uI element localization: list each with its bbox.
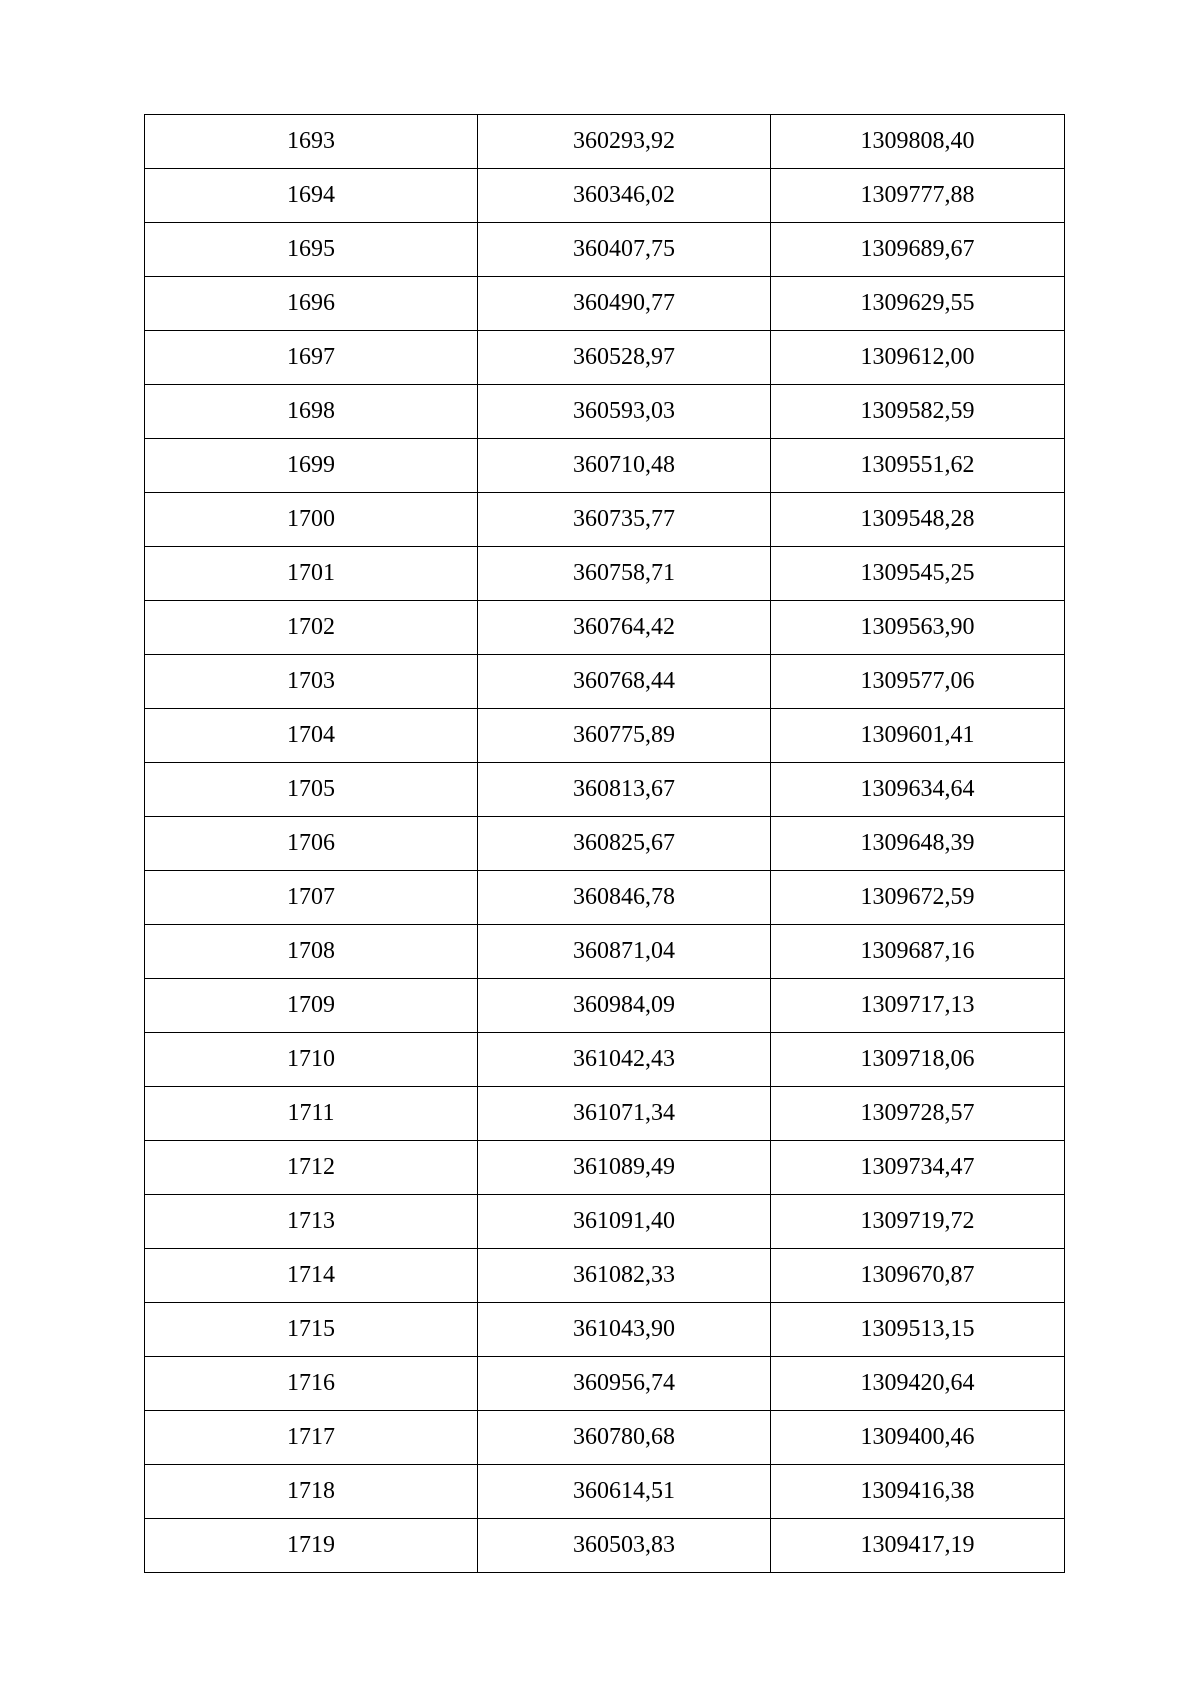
y-coordinate-cell: 1309687,16	[771, 925, 1065, 979]
point-number-cell: 1701	[145, 547, 478, 601]
table-row	[145, 1033, 1065, 1087]
table-row	[145, 601, 1065, 655]
table-row	[145, 817, 1065, 871]
point-number-cell: 1709	[145, 979, 478, 1033]
y-coordinate-cell: 1309548,28	[771, 493, 1065, 547]
y-coordinate-cell: 1309719,72	[771, 1195, 1065, 1249]
x-coordinate-cell: 360710,48	[478, 439, 771, 493]
y-coordinate-cell: 1309689,67	[771, 223, 1065, 277]
table-row	[145, 1465, 1065, 1519]
point-number-cell: 1707	[145, 871, 478, 925]
y-coordinate-cell: 1309545,25	[771, 547, 1065, 601]
point-number-cell: 1717	[145, 1411, 478, 1465]
x-coordinate-cell: 360593,03	[478, 385, 771, 439]
table-row	[145, 1195, 1065, 1249]
table-row	[145, 277, 1065, 331]
table-row	[145, 871, 1065, 925]
y-coordinate-cell: 1309734,47	[771, 1141, 1065, 1195]
point-number-cell: 1711	[145, 1087, 478, 1141]
x-coordinate-cell: 360813,67	[478, 763, 771, 817]
table-row	[145, 1519, 1065, 1573]
y-coordinate-cell: 1309551,62	[771, 439, 1065, 493]
point-number-cell: 1702	[145, 601, 478, 655]
y-coordinate-cell: 1309612,00	[771, 331, 1065, 385]
x-coordinate-cell: 360490,77	[478, 277, 771, 331]
y-coordinate-cell: 1309513,15	[771, 1303, 1065, 1357]
x-coordinate-cell: 360764,42	[478, 601, 771, 655]
x-coordinate-cell: 360293,92	[478, 115, 771, 169]
y-coordinate-cell: 1309582,59	[771, 385, 1065, 439]
point-number-cell: 1714	[145, 1249, 478, 1303]
y-coordinate-cell: 1309400,46	[771, 1411, 1065, 1465]
point-number-cell: 1708	[145, 925, 478, 979]
table-row	[145, 1303, 1065, 1357]
coordinates-table	[144, 114, 1065, 1573]
point-number-cell: 1718	[145, 1465, 478, 1519]
y-coordinate-cell: 1309808,40	[771, 115, 1065, 169]
coordinates-table-body	[145, 115, 1065, 1573]
point-number-cell: 1710	[145, 1033, 478, 1087]
y-coordinate-cell: 1309629,55	[771, 277, 1065, 331]
table-row	[145, 223, 1065, 277]
point-number-cell: 1704	[145, 709, 478, 763]
table-row	[145, 385, 1065, 439]
point-number-cell: 1694	[145, 169, 478, 223]
table-row	[145, 1249, 1065, 1303]
y-coordinate-cell: 1309577,06	[771, 655, 1065, 709]
x-coordinate-cell: 360528,97	[478, 331, 771, 385]
x-coordinate-cell: 361091,40	[478, 1195, 771, 1249]
x-coordinate-cell: 361082,33	[478, 1249, 771, 1303]
point-number-cell: 1713	[145, 1195, 478, 1249]
table-row	[145, 547, 1065, 601]
y-coordinate-cell: 1309648,39	[771, 817, 1065, 871]
y-coordinate-cell: 1309420,64	[771, 1357, 1065, 1411]
x-coordinate-cell: 360984,09	[478, 979, 771, 1033]
x-coordinate-cell: 360846,78	[478, 871, 771, 925]
point-number-cell: 1695	[145, 223, 478, 277]
point-number-cell: 1712	[145, 1141, 478, 1195]
table-row	[145, 1357, 1065, 1411]
table-row	[145, 655, 1065, 709]
point-number-cell: 1697	[145, 331, 478, 385]
y-coordinate-cell: 1309728,57	[771, 1087, 1065, 1141]
table-row	[145, 1141, 1065, 1195]
x-coordinate-cell: 360407,75	[478, 223, 771, 277]
x-coordinate-cell: 360780,68	[478, 1411, 771, 1465]
y-coordinate-cell: 1309417,19	[771, 1519, 1065, 1573]
y-coordinate-cell: 1309718,06	[771, 1033, 1065, 1087]
point-number-cell: 1693	[145, 115, 478, 169]
y-coordinate-cell: 1309670,87	[771, 1249, 1065, 1303]
x-coordinate-cell: 360346,02	[478, 169, 771, 223]
point-number-cell: 1700	[145, 493, 478, 547]
table-row	[145, 1087, 1065, 1141]
point-number-cell: 1719	[145, 1519, 478, 1573]
point-number-cell: 1698	[145, 385, 478, 439]
x-coordinate-cell: 360775,89	[478, 709, 771, 763]
x-coordinate-cell: 361089,49	[478, 1141, 771, 1195]
table-row	[145, 763, 1065, 817]
y-coordinate-cell: 1309777,88	[771, 169, 1065, 223]
point-number-cell: 1696	[145, 277, 478, 331]
x-coordinate-cell: 360503,83	[478, 1519, 771, 1573]
point-number-cell: 1715	[145, 1303, 478, 1357]
point-number-cell: 1706	[145, 817, 478, 871]
x-coordinate-cell: 360768,44	[478, 655, 771, 709]
table-row	[145, 331, 1065, 385]
point-number-cell: 1716	[145, 1357, 478, 1411]
x-coordinate-cell: 360758,71	[478, 547, 771, 601]
table-row	[145, 979, 1065, 1033]
x-coordinate-cell: 360735,77	[478, 493, 771, 547]
point-number-cell: 1699	[145, 439, 478, 493]
x-coordinate-cell: 360956,74	[478, 1357, 771, 1411]
y-coordinate-cell: 1309634,64	[771, 763, 1065, 817]
table-row	[145, 493, 1065, 547]
table-row	[145, 169, 1065, 223]
x-coordinate-cell: 361071,34	[478, 1087, 771, 1141]
x-coordinate-cell: 360825,67	[478, 817, 771, 871]
y-coordinate-cell: 1309672,59	[771, 871, 1065, 925]
x-coordinate-cell: 361043,90	[478, 1303, 771, 1357]
x-coordinate-cell: 360871,04	[478, 925, 771, 979]
y-coordinate-cell: 1309416,38	[771, 1465, 1065, 1519]
x-coordinate-cell: 360614,51	[478, 1465, 771, 1519]
point-number-cell: 1705	[145, 763, 478, 817]
table-row	[145, 1411, 1065, 1465]
table-row	[145, 709, 1065, 763]
table-row	[145, 115, 1065, 169]
x-coordinate-cell: 361042,43	[478, 1033, 771, 1087]
table-row	[145, 439, 1065, 493]
y-coordinate-cell: 1309717,13	[771, 979, 1065, 1033]
y-coordinate-cell: 1309601,41	[771, 709, 1065, 763]
table-row	[145, 925, 1065, 979]
y-coordinate-cell: 1309563,90	[771, 601, 1065, 655]
point-number-cell: 1703	[145, 655, 478, 709]
